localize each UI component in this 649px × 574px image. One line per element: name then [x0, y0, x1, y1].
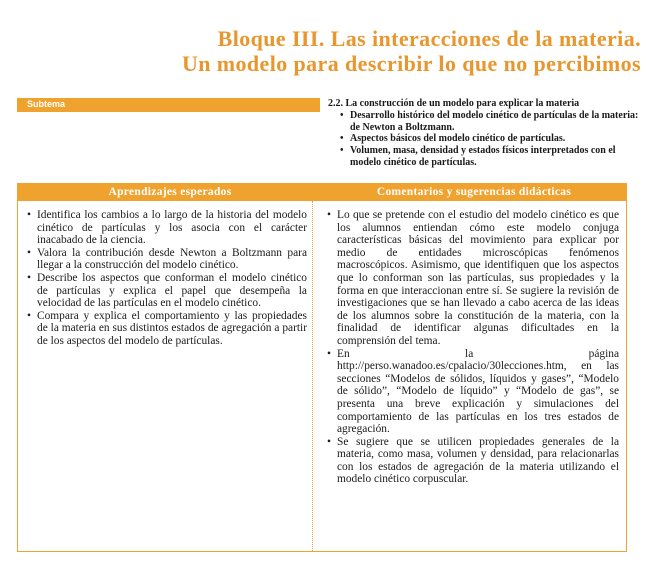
comentario-item: • En la página http://perso.wanadoo.es/cpalacio/30lecciones.htm, en las secciones “Modelos de sólidos, líquidos y gases”, “Modelo de sólido”, “Modelo de líquido” y “Modelo de gas”, se presenta una breve explicación y simulaciones del comportamiento de las partículas en los tres estados de agregación. — [327, 348, 619, 436]
page-title-line-2: Un modelo para describir lo que no percibimos — [181, 51, 641, 76]
subtema-content — [328, 98, 640, 169]
subtema-item: • Volumen, masa, densidad y estados físicos interpretados con el modelo cinético de partículas. — [350, 145, 640, 169]
aprendizaje-item: • Identifica los cambios a lo largo de la historia del modelo cinético de partículas y los asocia con el carácter inacabado de la ciencia. — [27, 209, 307, 247]
comentarios-column — [327, 209, 619, 486]
subtema-item: • Desarrollo histórico del modelo cinético de partículas de la materia: de Newton a Boltzmann. — [350, 110, 640, 134]
aprendizaje-item: • Describe los aspectos que conforman el modelo cinético de partículas y explica el papel que desempeña la velocidad de las partículas en el modelo cinético. — [27, 272, 307, 310]
column-divider — [312, 201, 313, 551]
comentario-item: • Lo que se pretende con el estudio del modelo cinético es que los alumnos entiendan cómo este modelo conjuga características básicas del movimiento para explicar por medio de entidades microscópicas fenómenos macroscópicos. Asimismo, que identifiquen que los aspectos que lo conforman son las partículas, sus propiedades y la forma en que interaccionan entre sí. Se sugiere la revisión de investigaciones que se han llevado a cabo acerca de las ideas de los alumnos sobre la constitución de la materia, con la finalidad de identificar algunas dificultades en la comprensión del tema. — [327, 209, 619, 348]
header-aprendizajes: Aprendizajes esperados — [108, 186, 232, 198]
aprendizaje-item: • Compara y explica el comportamiento y las propiedades de la materia en sus distintos estados de agregación a partir de los aspectos del modelo de partículas. — [27, 310, 307, 348]
page-title-line-1: Bloque III. Las interacciones de la materia. — [217, 26, 641, 51]
content-table — [17, 183, 627, 552]
comentario-item: • Se sugiere que se utilicen propiedades generales de la materia, como masa, volumen y densidad, para relacionarlas con los estados de agregación de la materia utilizando el modelo cinético corpuscular. — [327, 436, 619, 486]
aprendizajes-column — [27, 209, 307, 348]
table-header — [18, 184, 626, 201]
subtema-heading: 2.2. La construcción de un modelo para explicar la materia — [328, 98, 580, 109]
subtema-bar — [17, 98, 320, 112]
subtema-list — [328, 110, 640, 169]
aprendizaje-item: • Valora la contribución desde Newton a Boltzmann para llegar a la construcción del modelo cinético. — [27, 247, 307, 272]
header-comentarios: Comentarios y sugerencias didácticas — [376, 186, 572, 198]
subtema-item: • Aspectos básicos del modelo cinético de partículas. — [350, 133, 640, 145]
subtema-label: Subtema — [27, 99, 66, 109]
